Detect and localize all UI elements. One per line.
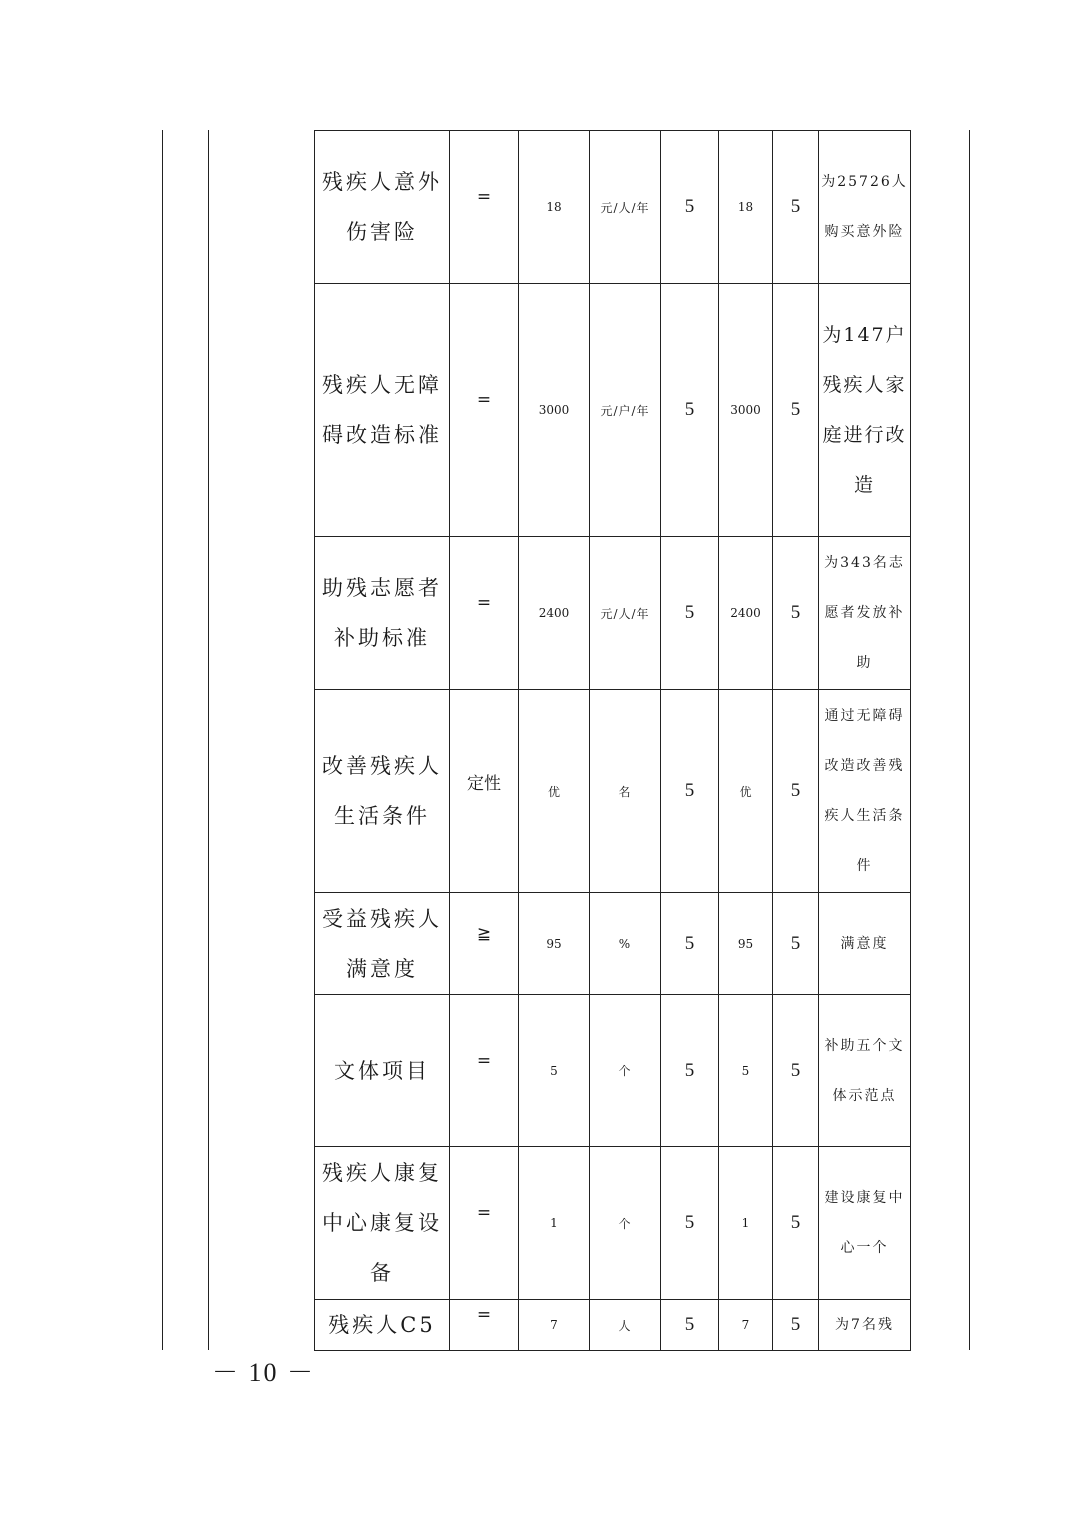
remark: 为25726人购买意外险 — [819, 131, 911, 284]
remark: 补助五个文体示范点 — [819, 995, 911, 1147]
actual-score: 5 — [773, 893, 819, 995]
weight-score: 5 — [661, 1300, 719, 1351]
weight-score: 5 — [661, 131, 719, 284]
weight-score: 5 — [661, 284, 719, 537]
unit: 个 — [590, 995, 661, 1147]
left-margin-line-1 — [162, 130, 163, 1350]
right-margin-line — [969, 130, 970, 1350]
comparison-operator: = — [450, 284, 519, 537]
actual-score: 5 — [773, 690, 819, 893]
unit: 元/户/年 — [590, 284, 661, 537]
indicator-name: 改善残疾人生活条件 — [315, 690, 450, 893]
remark: 建设康复中心一个 — [819, 1147, 911, 1300]
performance-indicator-table — [314, 130, 911, 1351]
target-value: 95 — [519, 893, 590, 995]
target-value: 3000 — [519, 284, 590, 537]
actual-score: 5 — [773, 131, 819, 284]
actual-score: 5 — [773, 1147, 819, 1300]
actual-value: 18 — [719, 131, 773, 284]
unit: 名 — [590, 690, 661, 893]
actual-value: 3000 — [719, 284, 773, 537]
unit: 元/人/年 — [590, 131, 661, 284]
target-value: 2400 — [519, 537, 590, 690]
target-value: 5 — [519, 995, 590, 1147]
comparison-operator: = — [450, 995, 519, 1147]
actual-score: 5 — [773, 1300, 819, 1351]
actual-value: 5 — [719, 995, 773, 1147]
unit: % — [590, 893, 661, 995]
table-row — [315, 893, 911, 995]
unit: 元/人/年 — [590, 537, 661, 690]
actual-value: 95 — [719, 893, 773, 995]
comparison-operator: = — [450, 1147, 519, 1300]
remark: 为343名志愿者发放补助 — [819, 537, 911, 690]
unit: 人 — [590, 1300, 661, 1351]
comparison-operator: = — [450, 1300, 519, 1351]
actual-value: 1 — [719, 1147, 773, 1300]
indicator-name: 残疾人意外伤害险 — [315, 131, 450, 284]
table-row — [315, 995, 911, 1147]
table-row — [315, 1147, 911, 1300]
actual-value: 7 — [719, 1300, 773, 1351]
left-margin-line-2 — [208, 130, 209, 1350]
indicator-name: 受益残疾人满意度 — [315, 893, 450, 995]
indicator-name: 残疾人无障碍改造标准 — [315, 284, 450, 537]
indicator-name: 残疾人康复中心康复设备 — [315, 1147, 450, 1300]
comparison-operator: ≧ — [450, 893, 519, 995]
weight-score: 5 — [661, 690, 719, 893]
remark: 满意度 — [819, 893, 911, 995]
comparison-operator: = — [450, 537, 519, 690]
table-row — [315, 284, 911, 537]
table-row — [315, 537, 911, 690]
table-row — [315, 690, 911, 893]
table-row — [315, 1300, 911, 1351]
actual-value: 优 — [719, 690, 773, 893]
remark: 为147户残疾人家庭进行改造 — [819, 284, 911, 537]
page-number: － 10 － — [212, 1358, 316, 1387]
indicator-name: 助残志愿者补助标准 — [315, 537, 450, 690]
weight-score: 5 — [661, 537, 719, 690]
target-value: 1 — [519, 1147, 590, 1300]
weight-score: 5 — [661, 893, 719, 995]
table-row — [315, 131, 911, 284]
unit: 个 — [590, 1147, 661, 1300]
target-value: 7 — [519, 1300, 590, 1351]
actual-score: 5 — [773, 284, 819, 537]
weight-score: 5 — [661, 1147, 719, 1300]
actual-score: 5 — [773, 995, 819, 1147]
weight-score: 5 — [661, 995, 719, 1147]
comparison-operator: 定性 — [450, 690, 519, 893]
indicator-name: 残疾人C5 — [315, 1300, 450, 1351]
remark: 通过无障碍改造改善残疾人生活条件 — [819, 690, 911, 893]
actual-score: 5 — [773, 537, 819, 690]
target-value: 18 — [519, 131, 590, 284]
remark: 为7名残 — [819, 1300, 911, 1351]
comparison-operator: = — [450, 131, 519, 284]
indicator-name: 文体项目 — [315, 995, 450, 1147]
actual-value: 2400 — [719, 537, 773, 690]
target-value: 优 — [519, 690, 590, 893]
